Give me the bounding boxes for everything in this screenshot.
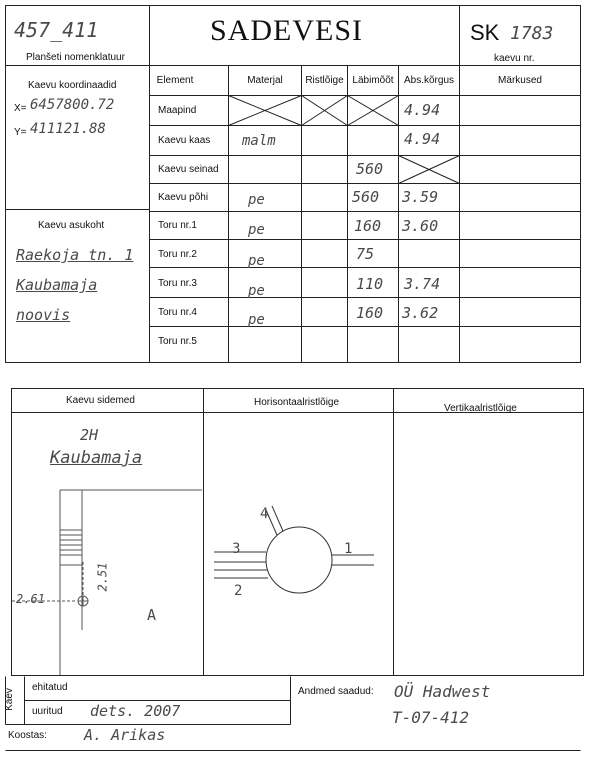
vertikaal-label: Vertikaalristlõige [444,403,517,414]
row-labimoot-toru-1: 160 [354,217,382,235]
row-abs-toru-3: 3.74 [404,275,441,293]
sk-prefix: SK [470,20,500,45]
row-labimoot-kaevu-pohi: 560 [352,188,380,206]
kaevu-nr-label: kaevu nr. [494,53,535,64]
row-element-kaevu-pohi: Kaevu põhi [158,192,209,203]
nomenclature-value: 457_411 [14,18,99,42]
row-element-toru-2: Toru nr.2 [158,249,197,260]
sketch-a: A [147,606,157,624]
sketch-dim-left: 2.61 [16,592,45,606]
andmed-label: Andmed saadud: [298,686,374,697]
row-labimoot-kaevu-seinad: 560 [356,160,384,178]
row-materjal-kaevu-pohi: pe [248,192,265,208]
row-materjal-toru-2: pe [248,253,265,269]
row-element-kaevu-kaas: Kaevu kaas [158,135,211,146]
row-abs-toru-4: 3.62 [402,304,439,322]
row-abs-toru-1: 3.60 [402,217,439,235]
col-header-element: Element [156,75,194,86]
y-label: Y= [14,127,27,138]
row-element-kaevu-seinad: Kaevu seinad [158,164,219,175]
sk-number: 1783 [510,23,554,44]
row-labimoot-toru-3: 110 [356,275,384,293]
nomenclature-label: Planšeti nomenklatuur [26,52,125,63]
x-value: 6457800.72 [30,97,115,113]
row-abs-maapind: 4.94 [404,101,441,119]
row-element-toru-3: Toru nr.3 [158,278,197,289]
col-header-materjal: Materjal [247,75,283,86]
ehitatud-label: ehitatud [32,682,68,693]
uuritud-value: dets. 2007 [90,702,181,720]
row-labimoot-toru-4: 160 [356,304,384,322]
x-label: X= [14,103,27,114]
row-abs-kaevu-pohi: 3.59 [402,188,439,206]
col-header-abs-korgus: Abs.kõrgus [403,75,455,86]
horisontaal-label: Horisontaalristlõige [254,397,340,408]
row-materjal-toru-4: pe [248,312,265,328]
row-element-toru-4: Toru nr.4 [158,307,197,318]
col-header-markused: Märkused [498,75,542,86]
page-title: SADEVESI [210,14,364,47]
pipe-label-4: 4 [260,506,269,522]
col-header-labimoot: Läbimõõt [352,75,394,86]
row-materjal-kaevu-kaas: malm [242,133,276,149]
row-labimoot-toru-2: 75 [356,245,375,263]
row-materjal-toru-3: pe [248,283,265,299]
sidemed-label: Kaevu sidemed [66,395,135,406]
row-element-toru-5: Toru nr.5 [158,336,197,347]
location-label: Kaevu asukoht [38,220,105,231]
koostas-value: A. Arikas [84,726,166,744]
pipe-label-3: 3 [232,541,241,557]
uuritud-label: uuritud [32,706,63,717]
row-element-toru-1: Toru nr.1 [158,220,197,231]
y-value: 411121.88 [30,121,106,137]
sketch-2h: 2H [80,426,99,444]
row-element-maapind: Maapind [158,105,197,116]
location-line-3: noovis [16,306,71,324]
col-header-ristloige: Ristlõige [305,75,344,86]
andmed-value-1: OÜ Hadwest [394,682,491,701]
location-line-2: Kaubamaja [16,276,98,294]
coordinates-label: Kaevu koordinaadid [28,80,117,91]
andmed-value-2: T-07-412 [392,708,470,727]
location-line-1: Raekoja tn. 1 [16,246,134,264]
pipe-label-1: 1 [344,541,353,557]
row-abs-kaevu-kaas: 4.94 [404,130,441,148]
sketch-dim-vert: 2.51 [95,562,110,592]
koostas-label: Koostas: [8,730,47,741]
row-materjal-toru-1: pe [248,222,265,238]
sketch-kaubamaja: Kaubamaja [50,448,143,468]
pipe-label-2: 2 [234,583,243,599]
kaev-label: Kaev [3,688,15,711]
